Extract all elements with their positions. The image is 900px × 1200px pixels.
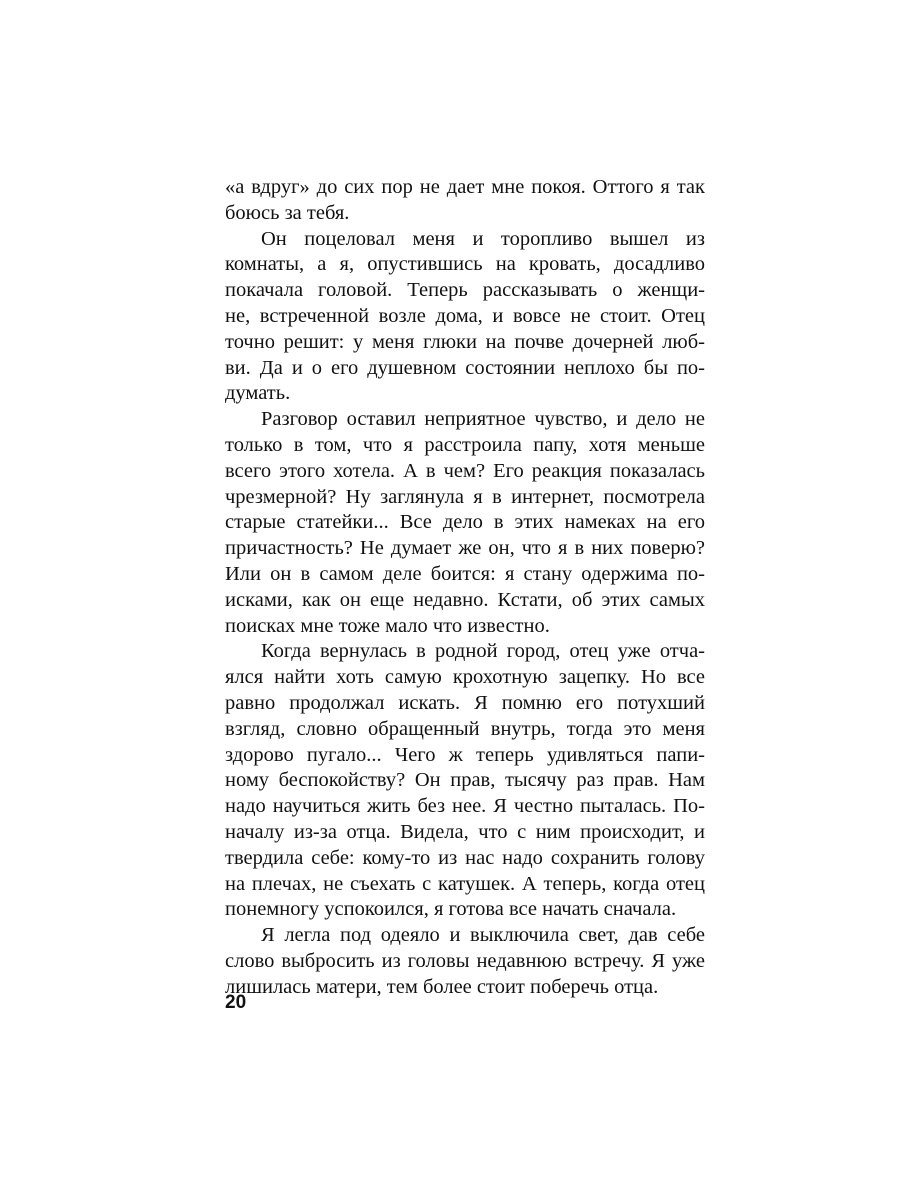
text-line: Он поцеловал меня и торопливо вышел из [261,227,705,250]
text-line: не, встреченной возле дома, и вовсе не стоит. Отец [225,304,705,327]
text-line: надо научиться жить без нее. Я честно пыталась. По- [225,795,705,818]
text-line: здорово пугало... Чего ж теперь удивляться папи- [225,743,705,766]
text-line: ви. Да и о его душевном состоянии неплохо бы по- [225,356,705,379]
text-line: причастность? Не думает же он, что я в них поверю? [225,537,705,560]
text-line: твердила себе: кому-то из нас надо сохранить голову [225,846,705,869]
text-line: думать. [225,382,291,405]
page-body [225,175,705,1001]
text-line: взгляд, словно обращенный внутрь, тогда это меня [225,717,705,740]
text-line: только в том, что я расстроила папу, хотя меньше [225,433,705,456]
text-line: старые статейки... Все дело в этих намеках на его [225,511,705,534]
text-line: лишилась матери, тем более стоит поберечь отца. [225,975,659,998]
text-line: всего этого хотела. А в чем? Его реакция показалась [225,459,705,482]
text-line: равно продолжал искать. Я помню его потухший [225,691,705,714]
text-line: Разговор оставил неприятное чувство, и дело не [261,408,705,431]
text-line: Я легла под одеяло и выключила свет, дав себе [261,924,705,947]
text-line: поисках мне тоже мало что известно. [225,614,550,637]
text-line: началу из-за отца. Видела, что с ним происходит, и [225,820,705,843]
text-line: точно решит: у меня глюки на почве дочерней люб- [225,330,705,353]
text-line: покачала головой. Теперь рассказывать о женщи- [225,279,705,302]
text-line: слово выбросить из головы недавнюю встречу. Я уже [225,949,705,972]
text-line: чрезмерной? Ну заглянула я в интернет, посмотрела [225,485,705,508]
text-line: комнаты, а я, опустившись на кровать, досадливо [225,253,705,276]
text-line: понемногу успокоился, я готова все начать сначала. [225,898,677,921]
page-number: 20 [225,992,247,1013]
text-line: Или он в самом деле боится: я стану одержима по- [225,562,705,585]
text-line: исками, как он еще недавно. Кстати, об этих самых [225,588,705,611]
text-line: ялся найти хоть самую крохотную зацепку. Но все [225,666,705,689]
text-line: Когда вернулась в родной город, отец уже отча- [261,640,705,663]
text-line: ному беспокойству? Он прав, тысячу раз прав. Нам [225,769,705,792]
text-line: на плечах, не съехать с катушек. А теперь, когда отец [225,872,705,895]
text-line: «а вдруг» до сих пор не дает мне покоя. Оттого я так [225,176,705,198]
text-line: боюсь за тебя. [225,201,350,224]
